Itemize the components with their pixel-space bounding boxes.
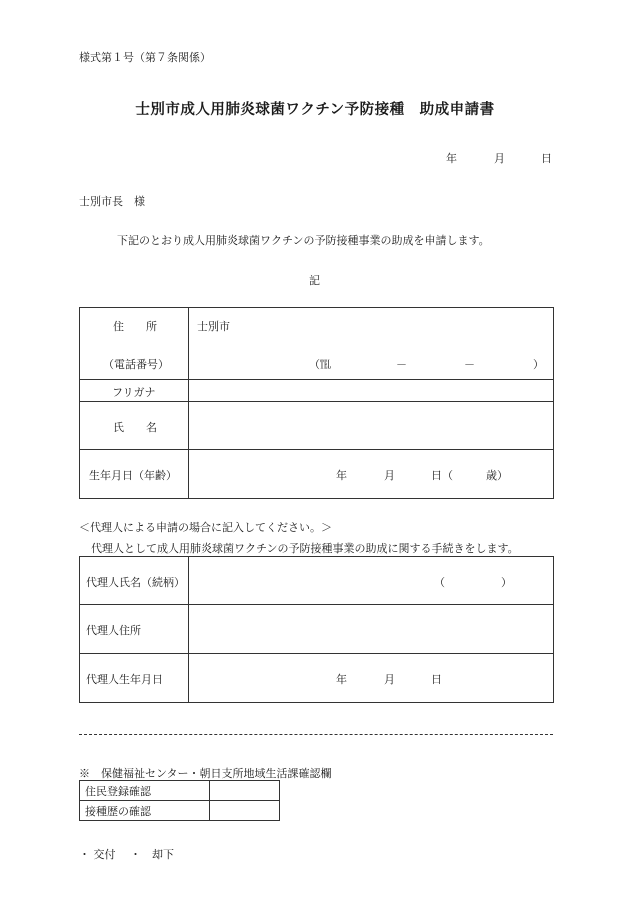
dob-age: 歳） — [486, 469, 508, 482]
furigana-label: フリガナ — [112, 386, 156, 399]
dob-month: 月 — [384, 469, 395, 482]
proxy-dob-year: 年 — [336, 673, 347, 686]
proxy-name-value-cell[interactable] — [189, 557, 554, 605]
furigana-label-cell — [80, 380, 189, 402]
address-value: 士別市 — [197, 320, 230, 333]
proxy-dob-value-cell[interactable] — [189, 654, 554, 703]
proxy-dob-label-cell — [80, 654, 189, 703]
confirm-history-label: 接種歴の確認 — [85, 804, 151, 818]
proxy-table — [79, 556, 554, 703]
decision-options: ・ 交付 ・ 却下 — [79, 848, 174, 861]
proxy-note: ＜代理人による申請の場合に記入してください。＞ — [79, 521, 332, 534]
cut-line — [79, 734, 553, 735]
name-value-cell[interactable] — [189, 402, 554, 450]
phone-close: ） — [533, 358, 544, 371]
proxy-name-label: 代理人氏名（続柄） — [86, 576, 185, 589]
confirmation-heading: ※ 保健福祉センター・朝日支所地域生活課確認欄 — [79, 767, 332, 780]
proxy-name-label-cell — [80, 557, 189, 605]
address-label-cell — [80, 308, 189, 380]
addressee: 士別市長 様 — [79, 195, 145, 208]
proxy-paren-open: （ — [434, 576, 445, 589]
phone-open: （℡ — [309, 358, 331, 371]
proxy-address-value-cell[interactable] — [189, 605, 554, 654]
confirmation-table — [79, 780, 280, 821]
confirm-row-label — [80, 781, 210, 801]
proxy-intro: 代理人として成人用肺炎球菌ワクチンの予防接種事業の助成に関する手続きをします。 — [91, 542, 519, 555]
confirm-row-check[interactable] — [210, 801, 280, 821]
confirm-row-check[interactable] — [210, 781, 280, 801]
name-label-cell — [80, 402, 189, 450]
ki-marker: 記 — [309, 274, 320, 287]
address-label: 住 所 — [113, 320, 157, 333]
dob-year: 年 — [336, 469, 347, 482]
confirm-resident-label: 住民登録確認 — [85, 784, 151, 798]
applicant-table — [79, 307, 554, 499]
proxy-paren-close: ） — [501, 576, 512, 589]
proxy-dob-month: 月 — [384, 673, 395, 686]
dob-label: 生年月日（年齢） — [89, 469, 177, 482]
date-year: 年 — [446, 152, 457, 165]
proxy-address-label: 代理人住所 — [86, 624, 141, 637]
proxy-address-label-cell — [80, 605, 189, 654]
furigana-value-cell[interactable] — [189, 380, 554, 402]
confirm-row-label — [80, 801, 210, 821]
page-title: 士別市成人用肺炎球菌ワクチン予防接種 助成申請書 — [135, 101, 495, 118]
address-value-cell[interactable] — [189, 308, 554, 380]
proxy-dob-label: 代理人生年月日 — [86, 673, 163, 686]
phone-dash-2: － — [464, 358, 475, 371]
date-day: 日 — [541, 152, 552, 165]
phone-label: （電話番号） — [103, 358, 169, 371]
proxy-dob-day: 日 — [431, 673, 442, 686]
dob-label-cell — [80, 450, 189, 499]
date-month: 月 — [494, 152, 505, 165]
form-number: 様式第１号（第７条関係） — [79, 51, 211, 64]
dob-value-cell[interactable] — [189, 450, 554, 499]
name-label: 氏 名 — [113, 421, 157, 434]
phone-dash-1: － — [396, 358, 407, 371]
intro-text: 下記のとおり成人用肺炎球菌ワクチンの予防接種事業の助成を申請します。 — [117, 234, 490, 247]
dob-day: 日（ — [431, 469, 453, 482]
